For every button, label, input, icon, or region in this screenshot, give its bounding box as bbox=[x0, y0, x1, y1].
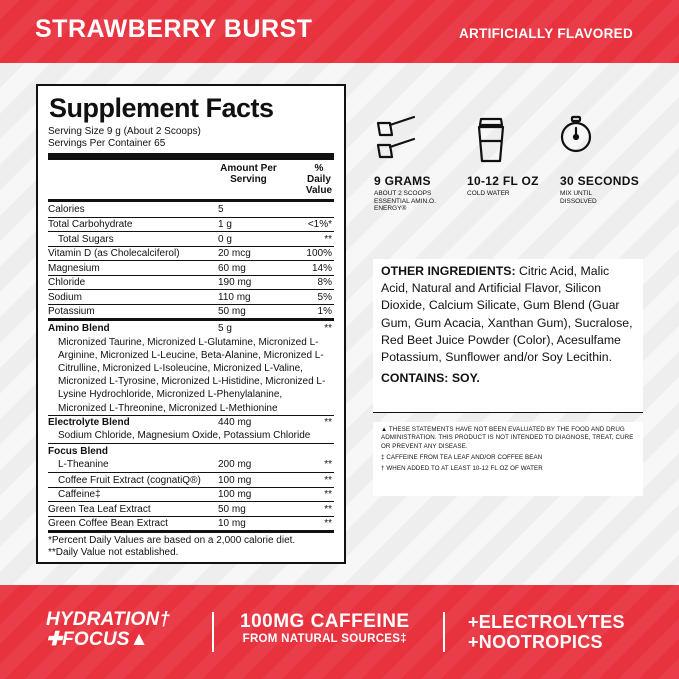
focus-text: ✚FOCUS▲ bbox=[46, 629, 149, 650]
flavor-name: STRAWBERRY BURST bbox=[35, 15, 313, 43]
amino-blend-ingredients: Micronized Taurine, Micronized L-Glutamine, Micronized L-Arginine, Micronized L-Leucine, Beta-Alanine, Micronized L-Citrulline, Micronized L-Isoleucine, Micronized L-Valine, Micronized L-Tyrosine, Micronized L-Histidine, Micronized L-Lysine Hydrochloride, Micronized L-Phenylalanine, Micronized L-Threonine, Micronized L-Methionine bbox=[58, 336, 326, 414]
direction-label: 9 GRAMS bbox=[374, 174, 431, 188]
nutrient-amount: 200 mg bbox=[218, 459, 252, 471]
serving-info bbox=[48, 126, 334, 150]
nutrient-dv: ** bbox=[324, 233, 332, 245]
flavor-note: ARTIFICIALLY FLAVORED bbox=[458, 26, 633, 41]
facts-row bbox=[48, 289, 334, 304]
nutrient-amount: 10 mg bbox=[218, 518, 246, 530]
facts-row bbox=[48, 458, 334, 473]
direction-sub: COLD WATER bbox=[467, 190, 510, 197]
blend-name: Focus Blend bbox=[48, 445, 109, 457]
electrolytes-text: +ELECTROLYTES bbox=[468, 612, 625, 632]
blend-dv: ** bbox=[324, 417, 332, 429]
nutrient-amount: 5 bbox=[218, 203, 224, 215]
nutrient-name: Coffee Fruit Extract (cognatiQ®) bbox=[58, 474, 201, 486]
facts-row bbox=[48, 202, 334, 217]
blend-name: Electrolyte Blend bbox=[48, 417, 130, 429]
facts-column-header bbox=[48, 160, 334, 199]
nutrient-name: Magnesium bbox=[48, 262, 100, 274]
facts-row bbox=[48, 246, 334, 261]
amount-header: Amount Per Serving bbox=[220, 163, 277, 185]
facts-row bbox=[48, 217, 334, 232]
allergen-statement: CONTAINS: SOY. bbox=[381, 371, 480, 386]
nutrient-amount: 110 mg bbox=[218, 291, 251, 303]
nutrient-dv: ** bbox=[324, 518, 332, 530]
caffeine-source-note: ‡ CAFFEINE FROM TEA LEAF AND/OR COFFEE BEAN bbox=[381, 453, 543, 461]
direction-label: 30 SECONDS bbox=[560, 174, 640, 188]
nutrient-dv: 14% bbox=[311, 262, 332, 274]
nutrient-amount: 1 g bbox=[218, 219, 232, 230]
nutrient-amount: 0 g bbox=[218, 233, 232, 245]
facts-row bbox=[48, 304, 334, 319]
blend-name: Amino Blend bbox=[48, 322, 110, 334]
direction-scoops bbox=[374, 113, 464, 213]
direction-sub: ABOUT 2 SCOOPS ESSENTIAL AMIN.O. ENERGY® bbox=[374, 190, 436, 212]
nutrient-amount: 100 mg bbox=[218, 474, 252, 486]
nutrient-name: Green Tea Leaf Extract bbox=[48, 503, 151, 515]
nutrient-dv: 1% bbox=[317, 306, 332, 317]
nutrient-amount: 100 mg bbox=[218, 489, 252, 501]
divider bbox=[48, 153, 334, 160]
electrolyte-blend-row bbox=[48, 415, 334, 430]
nutrient-amount: 50 mg bbox=[218, 306, 246, 317]
supplement-facts-panel bbox=[36, 84, 346, 564]
other-ingredients-text: Citric Acid, Malic Acid, Natural and Artificial Flavor, Silicon Dioxide, Calcium Silicate, Gum Blend (Guar Gum, Gum Acacia, Xanthan Gum), Sucralose, Red Beet Juice Powder (Color), Acesulfame Potassium, Sunflower and/or Soy Lecithin. bbox=[381, 264, 633, 365]
nutrient-name: Potassium bbox=[48, 306, 95, 317]
nutrient-name: Green Coffee Bean Extract bbox=[48, 518, 168, 530]
nutrient-amount: 60 mg bbox=[218, 262, 246, 274]
nutrient-dv: 5% bbox=[317, 291, 332, 303]
nutrient-dv: ** bbox=[324, 503, 332, 515]
daily-value-header: % Daily Value bbox=[305, 163, 333, 196]
nutrient-name: Total Sugars bbox=[58, 233, 114, 245]
fda-disclaimer: ▲ THESE STATEMENTS HAVE NOT BEEN EVALUATED BY THE FOOD AND DRUG ADMINISTRATION. THIS PRODUCT IS NOT INTENDED TO DIAGNOSE, TREAT, CURE OR PREVENT ANY DISEASE. bbox=[381, 426, 634, 450]
focus-blend-row bbox=[48, 443, 334, 458]
footer-divider bbox=[212, 612, 214, 652]
nutrient-name: Vitamin D (as Cholecalciferol) bbox=[48, 248, 180, 259]
blend-amount: 5 g bbox=[218, 322, 232, 334]
nutrient-name: Caffeine‡ bbox=[58, 489, 101, 501]
nutrient-dv: 100% bbox=[306, 248, 332, 259]
hydration-text: HYDRATION† bbox=[46, 609, 171, 630]
other-ingredients-lead: OTHER INGREDIENTS: bbox=[381, 264, 516, 278]
footnote-percent-dv: *Percent Daily Values are based on a 2,000 calorie diet. bbox=[48, 535, 296, 547]
nootropics-text: +NOOTROPICS bbox=[468, 632, 603, 652]
nutrient-dv: 8% bbox=[317, 277, 332, 288]
nutrient-name: Total Carbohydrate bbox=[48, 219, 133, 230]
nutrient-amount: 190 mg bbox=[218, 277, 252, 288]
scoops-icon bbox=[374, 113, 424, 165]
nutrient-name: L-Theanine bbox=[58, 459, 109, 471]
facts-row bbox=[48, 487, 334, 502]
water-note: † WHEN ADDED TO AT LEAST 10-12 FL OZ OF WATER bbox=[381, 464, 543, 472]
nutrient-name: Sodium bbox=[48, 291, 82, 303]
nutrient-amount: 50 mg bbox=[218, 503, 246, 515]
serving-size: Serving Size 9 g (About 2 Scoops) bbox=[48, 126, 201, 137]
servings-per-container: Servings Per Container 65 bbox=[48, 138, 166, 149]
nutrient-dv: ** bbox=[324, 459, 332, 471]
direction-mix bbox=[560, 113, 639, 205]
blend-dv: ** bbox=[324, 322, 332, 334]
caffeine-source: FROM NATURAL SOURCES‡ bbox=[242, 633, 407, 645]
facts-row bbox=[48, 501, 334, 516]
nutrient-dv: ** bbox=[324, 489, 332, 501]
direction-water bbox=[467, 113, 539, 198]
caffeine-claim bbox=[240, 611, 410, 646]
electrolytes-nootropics-claim bbox=[468, 612, 625, 652]
facts-row bbox=[48, 260, 334, 275]
nutrient-name: Calories bbox=[48, 203, 85, 215]
electrolyte-blend-ingredients: Sodium Chloride, Magnesium Oxide, Potassium Chloride bbox=[58, 430, 311, 442]
nutrient-amount: 20 mcg bbox=[218, 248, 251, 259]
blend-amount: 440 mg bbox=[218, 417, 252, 429]
direction-label: 10-12 FL OZ bbox=[467, 174, 539, 188]
facts-row bbox=[48, 275, 334, 290]
caffeine-amount: 100MG CAFFEINE bbox=[240, 611, 410, 632]
nutrient-name: Chloride bbox=[48, 277, 86, 288]
footnote-dv-not-established: **Daily Value not established. bbox=[48, 547, 179, 559]
disclaimer-statements bbox=[373, 422, 643, 496]
stopwatch-icon bbox=[558, 113, 594, 165]
other-ingredients bbox=[373, 259, 643, 413]
nutrient-dv: ** bbox=[324, 474, 332, 486]
shaker-icon bbox=[471, 113, 511, 165]
nutrient-dv: <1%* bbox=[307, 219, 332, 230]
amino-blend-row bbox=[48, 321, 334, 336]
facts-row bbox=[48, 231, 334, 246]
direction-sub: MIX UNTIL DISSOLVED bbox=[560, 190, 597, 205]
facts-title: Supplement Facts bbox=[49, 93, 274, 123]
footer-divider bbox=[443, 612, 445, 652]
facts-row bbox=[48, 472, 334, 487]
hydration-focus-claim bbox=[46, 610, 170, 650]
facts-row bbox=[48, 516, 334, 531]
